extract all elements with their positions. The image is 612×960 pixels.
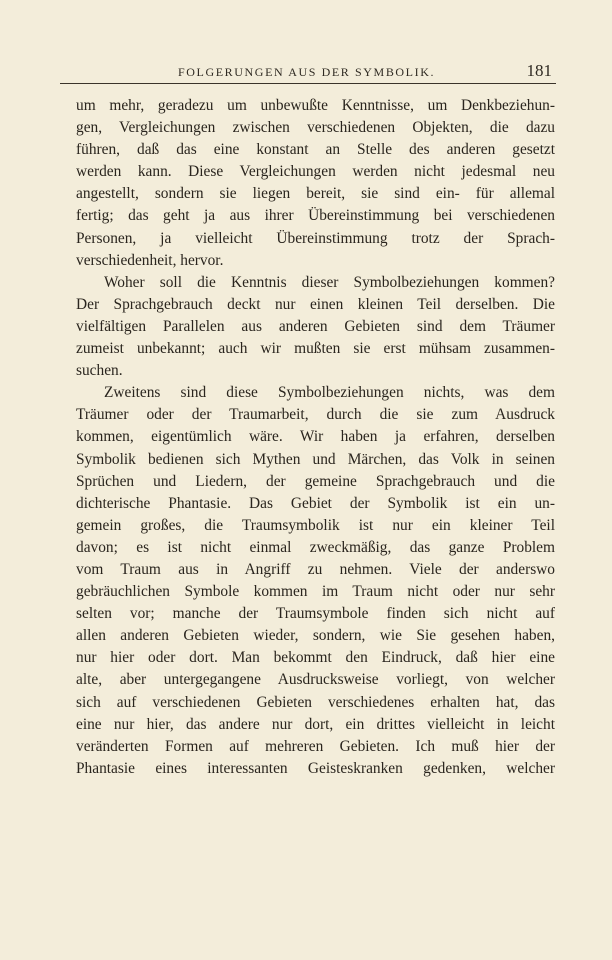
running-head: FOLGERUNGEN AUS DER SYMBOLIK. [178, 65, 436, 79]
text-line: Träumer oder der Traumarbeit, durch die sie zum Ausdruck [76, 406, 555, 424]
text-line: suchen. [76, 362, 123, 380]
text-line: allen anderen Gebieten wieder, sondern, wie Sie gesehen haben, [76, 627, 555, 645]
text-line: um mehr, geradezu um unbewußte Kenntnisse, um Denkbeziehun- [76, 97, 555, 114]
text-line: werden kann. Diese Vergleichungen werden nicht jedesmal neu [76, 163, 555, 181]
body-text [76, 95, 555, 780]
text-line: dichterische Phantasie. Das Gebiet der Symbolik ist ein un- [76, 494, 555, 512]
paragraph-1 [76, 95, 555, 272]
text-line: vom Traum aus in Angriff zu nehmen. Viele der anderswo [76, 560, 555, 578]
text-line: Personen, ja vielleicht Übereinstimmung trotz der Sprach- [76, 229, 555, 247]
text-line: gen, Vergleichungen zwischen verschiedenen Objekten, die dazu [76, 119, 555, 137]
text-line: Sprüchen und Liedern, der gemeine Sprachgebrauch und die [76, 472, 555, 490]
header-rule [60, 83, 556, 84]
text-line: eine nur hier, das andere nur dort, ein drittes vielleicht in leicht [76, 715, 555, 733]
text-line: sich auf verschiedenen Gebieten verschiedenes erhalten hat, das [76, 693, 555, 711]
text-line: davon; es ist nicht einmal zweckmäßig, das ganze Problem [76, 538, 555, 556]
page-header [60, 60, 556, 84]
paragraph-2 [76, 272, 555, 382]
text-line: Der Sprachgebrauch deckt nur einen kleinen Teil derselben. Die [76, 295, 555, 313]
text-line: fertig; das geht ja aus ihrer Übereinstimmung bei verschiedenen [76, 207, 555, 225]
text-line: führen, daß das eine konstant an Stelle des anderen gesetzt [76, 141, 555, 159]
text-line: gemein großes, die Traumsymbolik ist nur ein kleiner Teil [76, 516, 555, 534]
text-line: Zweitens sind diese Symbolbeziehungen nichts, was dem [104, 384, 555, 402]
text-line: kommen, eigentümlich wäre. Wir haben ja erfahren, derselben [76, 428, 555, 446]
text-line: zumeist unbekannt; auch wir mußten sie erst mühsam zusammen- [76, 340, 555, 358]
text-line: Phantasie eines interessanten Geisteskranken gedenken, welcher [76, 759, 555, 777]
text-line: alte, aber untergegangene Ausdrucksweise vorliegt, von welcher [76, 671, 555, 689]
text-line: verschiedenheit, hervor. [76, 251, 224, 269]
text-line: Symbolik bedienen sich Mythen und Märchen, das Volk in seinen [76, 450, 555, 468]
page-number: 181 [526, 61, 552, 80]
text-line: angestellt, sondern sie liegen bereit, sie sind ein- für allemal [76, 185, 555, 203]
text-line: selten vor; manche der Traumsymbole finden sich nicht auf [76, 605, 555, 623]
paragraph-3 [76, 382, 555, 780]
text-line: nur hier oder dort. Man bekommt den Eindruck, daß hier eine [76, 649, 555, 667]
text-line: Woher soll die Kenntnis dieser Symbolbeziehungen kommen? [104, 273, 555, 291]
text-line: vielfältigen Parallelen aus anderen Gebieten sind dem Träumer [76, 317, 555, 335]
text-line: veränderten Formen auf mehreren Gebieten. Ich muß hier der [76, 737, 555, 755]
text-line: gebräuchlichen Symbole kommen im Traum nicht oder nur sehr [76, 583, 555, 601]
